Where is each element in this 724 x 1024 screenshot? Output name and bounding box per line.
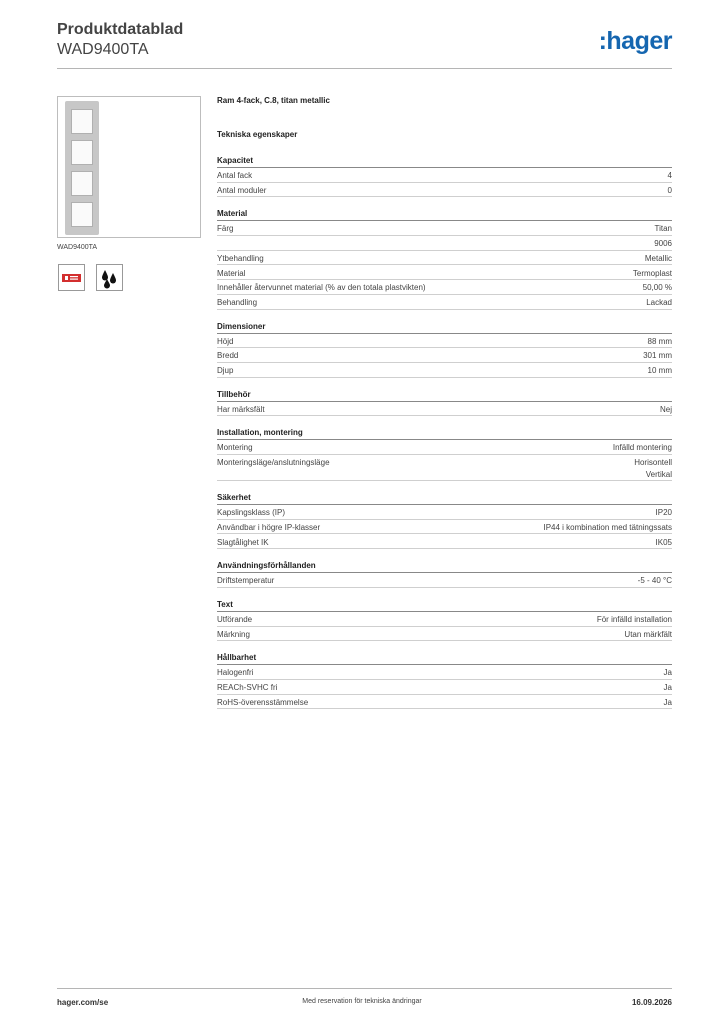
document-title: Produktdatablad — [57, 21, 184, 38]
spec-row — [217, 505, 672, 520]
spec-value: Titan — [654, 224, 672, 234]
spec-value: För infälld installation — [596, 614, 672, 624]
hager-logo: :hager — [598, 27, 672, 55]
spec-value: Ja — [663, 697, 672, 707]
spec-label: Kapslingsklass (IP) — [217, 508, 286, 518]
spec-row — [217, 627, 672, 642]
ip-drops-icon — [96, 264, 123, 291]
section-title: Kapacitet — [217, 154, 672, 168]
spec-row — [217, 520, 672, 535]
product-name: Ram 4-fack, C.8, titan metallic — [217, 96, 330, 105]
frame-slot — [71, 140, 93, 165]
section-title: Text — [217, 598, 672, 612]
spec-value: 4 — [667, 171, 672, 180]
spec-label: Material — [217, 268, 246, 278]
footer-divider — [57, 988, 672, 989]
spec-value: Infälld montering — [612, 443, 672, 453]
spec-row — [217, 402, 672, 417]
spec-label: REACh-SVHC fri — [217, 683, 278, 692]
spec-value: Ja — [663, 668, 672, 678]
spec-row — [217, 535, 672, 550]
spec-row — [217, 236, 672, 251]
spec-value: 88 mm — [647, 336, 672, 346]
spec-label: Djup — [217, 366, 234, 375]
section-title: Säkerhet — [217, 491, 672, 505]
spec-row — [217, 573, 672, 588]
spec-value: 50,00 % — [642, 283, 672, 293]
footer-date: 16.09.2026 — [631, 998, 672, 1007]
spec-row — [217, 221, 672, 236]
spec-label: Halogenfri — [217, 668, 254, 678]
spec-label: Innehåller återvunnet material (% av den totala plastvikten) — [217, 283, 426, 293]
spec-label: Färg — [217, 224, 234, 234]
spec-label: Höjd — [217, 336, 234, 346]
spec-value: 301 mm — [643, 351, 672, 361]
spec-value: 10 mm — [647, 366, 672, 375]
spec-label: Bredd — [217, 351, 239, 361]
spec-row — [217, 455, 672, 481]
spec-label: Användbar i högre IP-klasser — [217, 522, 321, 532]
spec-row — [217, 348, 672, 363]
spec-label: Ytbehandling — [217, 253, 264, 263]
spec-label: RoHS-överensstämmelse — [217, 697, 309, 707]
spec-label: Utförande — [217, 614, 253, 624]
spec-label: Antal moduler — [217, 185, 267, 195]
spec-row — [217, 363, 672, 378]
frame-slot — [71, 109, 93, 134]
page-header — [57, 20, 672, 66]
spec-row — [217, 695, 672, 710]
footer-website: hager.com/se — [57, 998, 109, 1007]
product-code: WAD9400TA — [57, 41, 149, 58]
spec-value: Lackad — [646, 297, 672, 307]
spec-label: Antal fack — [217, 171, 253, 180]
spec-label: Har märksfält — [217, 404, 265, 414]
spec-row — [217, 280, 672, 295]
spec-row — [217, 334, 672, 349]
spec-row — [217, 665, 672, 680]
spec-value: 0 — [667, 185, 672, 195]
spec-value: IK05 — [655, 537, 672, 547]
spec-row — [217, 680, 672, 695]
spec-value: Ja — [663, 683, 672, 692]
frame-slot — [71, 202, 93, 227]
spec-label: Slagtålighet IK — [217, 537, 269, 547]
spec-value: IP20 — [655, 508, 672, 518]
header-divider — [57, 68, 672, 69]
spec-label: Montering — [217, 443, 253, 453]
spec-value: Nej — [659, 404, 672, 414]
section-title: Dimensioner — [217, 320, 672, 334]
spec-row — [217, 266, 672, 281]
spec-value: -5 - 40 °C — [637, 576, 672, 586]
spec-value: 9006 — [654, 239, 672, 249]
spec-label: Driftstemperatur — [217, 576, 275, 586]
frame-4-gang-graphic — [65, 101, 99, 235]
spec-label: Monteringsläge/anslutningsläge — [217, 458, 330, 468]
spec-label: Märkning — [217, 629, 250, 639]
section-title: Hållbarhet — [217, 651, 672, 665]
spec-value: Utan märkfält — [624, 629, 672, 639]
spec-row — [217, 168, 672, 183]
spec-label: Behandling — [217, 297, 258, 307]
spec-row — [217, 440, 672, 455]
section-title: Installation, montering — [217, 426, 672, 440]
logo-text: hager — [606, 27, 672, 55]
section-title: Material — [217, 207, 672, 221]
product-image — [57, 96, 201, 238]
frame-slot — [71, 171, 93, 196]
section-title: Användningsförhållanden — [217, 559, 672, 573]
footer-note: Med reservation för tekniska ändringar — [302, 998, 422, 1005]
fire-safety-certification-icon — [58, 264, 85, 291]
spec-row — [217, 612, 672, 627]
spec-value: Horisontell — [634, 458, 672, 468]
spec-row — [217, 295, 672, 310]
spec-row — [217, 251, 672, 266]
spec-value: Termoplast — [632, 268, 672, 278]
technical-properties-title: Tekniska egenskaper — [217, 130, 298, 139]
image-caption: WAD9400TA — [57, 244, 98, 251]
section-title: Tillbehör — [217, 388, 672, 402]
spec-row — [217, 183, 672, 198]
spec-value: IP44 i kombination med tätningssats — [543, 522, 672, 532]
spec-value: Vertikal — [645, 470, 672, 480]
spec-value: Metallic — [644, 253, 672, 263]
